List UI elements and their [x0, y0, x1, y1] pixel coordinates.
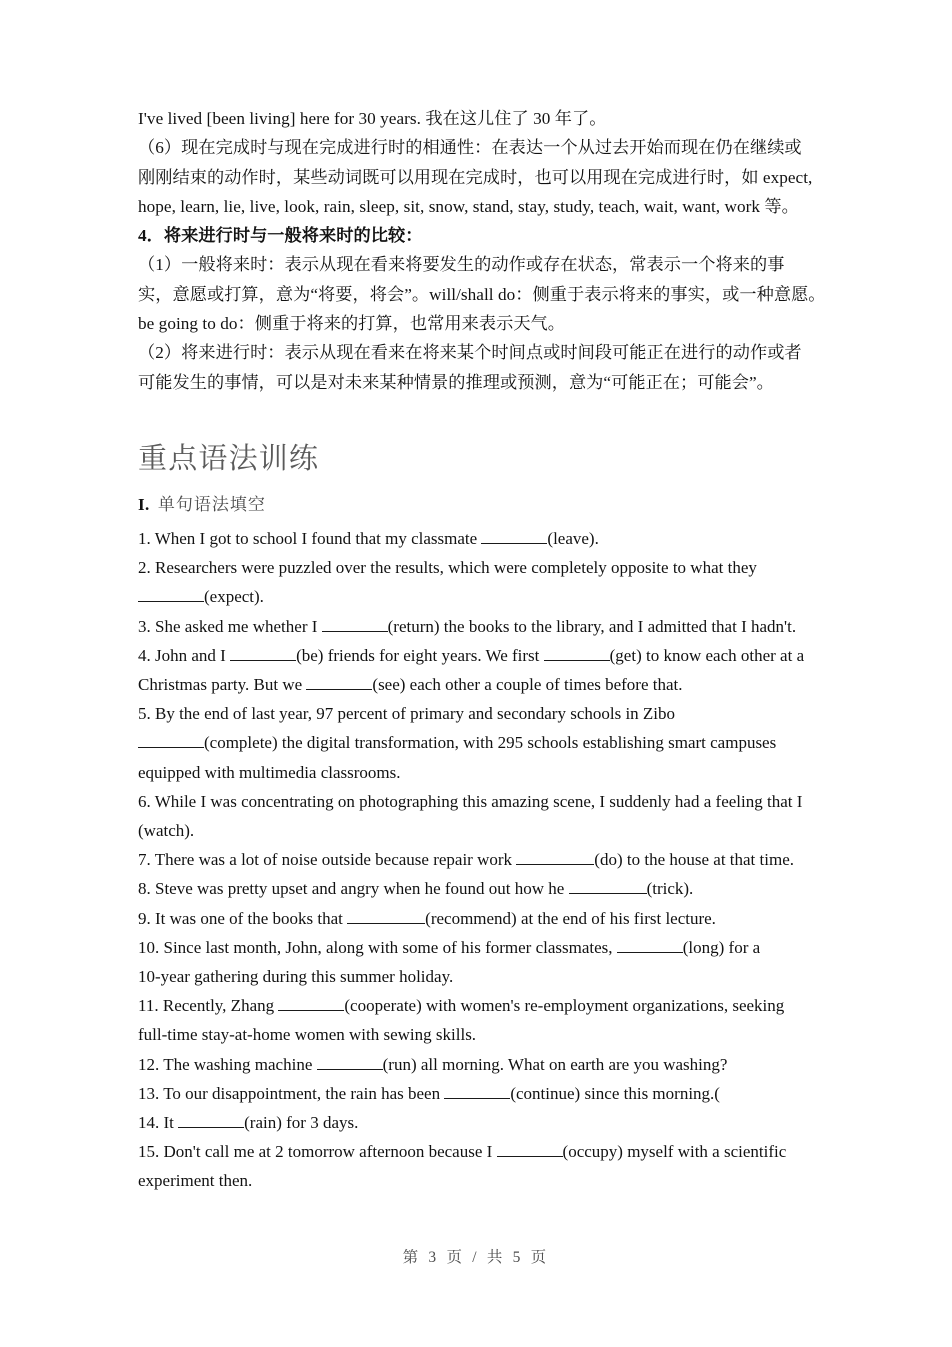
exercise-line: [138, 991, 818, 1020]
exercise-text: (be) friends for eight years. We first: [296, 645, 544, 665]
exercise-line: [138, 582, 818, 611]
exercise-text: 9. It was one of the books that: [138, 908, 348, 928]
answer-blank[interactable]: [138, 585, 204, 602]
exercise-item: [138, 1079, 818, 1108]
grammar-point-4-2: （2）将来进行时：表示从现在看来在将来某个时间点或时间段可能正在进行的动作或者可能发生的事情，可以是对未来某种情景的推理或预测，意为“可能正在；可能会”。: [138, 343, 802, 392]
exercise-text: 6. While I was concentrating on photographing this amazing scene, I suddenly had a feeling that I: [138, 791, 803, 811]
answer-blank[interactable]: [278, 994, 344, 1011]
exercise-text: equipped with multimedia classrooms.: [138, 762, 401, 782]
exercise-text: Christmas party. But we: [138, 674, 307, 694]
exercise-text: (recommend) at the end of his first lecture.: [425, 908, 716, 928]
exercise-item: [138, 1108, 818, 1137]
answer-blank[interactable]: [322, 614, 388, 631]
exercise-text: 4. John and I: [138, 645, 231, 665]
exercise-text: (expect).: [204, 587, 264, 607]
exercise-text: 1. When I got to school I found that my classmate: [138, 528, 482, 548]
exercise-text: (complete) the digital transformation, with 295 schools establishing smart campuses: [204, 733, 777, 753]
exercise-text: full-time stay-at-home women with sewing skills.: [138, 1025, 477, 1045]
exercise-text: 2. Researchers were puzzled over the results, which were completely opposite to what they: [138, 558, 757, 578]
exercise-line: [138, 553, 818, 582]
exercise-line: [138, 845, 818, 874]
exercise-line: [138, 787, 818, 816]
exercise-line: [138, 1108, 818, 1137]
exercise-line: [138, 699, 818, 728]
answer-blank[interactable]: [230, 644, 296, 661]
exercise-text: 7. There was a lot of noise outside because repair work: [138, 850, 517, 870]
exercise-text: 5. By the end of last year, 97 percent of primary and secondary schools in Zibo: [138, 704, 676, 724]
exercise-text: 10. Since last month, John, along with some of his former classmates,: [138, 937, 617, 957]
exercise-text: 8. Steve was pretty upset and angry when he found out how he: [138, 879, 569, 899]
exercise-item: [138, 787, 818, 845]
exercise-line: [138, 1079, 818, 1108]
answer-blank[interactable]: [481, 527, 547, 544]
exercise-item: [138, 699, 818, 787]
exercise-item: [138, 524, 818, 553]
exercise-text: (rain) for 3 days.: [244, 1113, 359, 1133]
exercise-line: [138, 1137, 818, 1166]
answer-blank[interactable]: [317, 1052, 383, 1069]
exercise-text: (run) all morning. What on earth are you washing?: [382, 1054, 728, 1074]
answer-blank[interactable]: [516, 848, 594, 865]
exercise-text: 15. Don't call me at 2 tomorrow afternoon because I: [138, 1142, 497, 1162]
answer-blank[interactable]: [569, 877, 647, 894]
exercise-line: [138, 1166, 818, 1195]
exercise-item: [138, 641, 818, 699]
exercise-text: (cooperate) with women's re-employment organizations, seeking: [344, 996, 785, 1016]
exercise-line: [138, 524, 818, 553]
exercise-item: [138, 991, 818, 1049]
exercise-line: [138, 816, 818, 845]
exercise-item: [138, 904, 818, 933]
exercise-item: [138, 1050, 818, 1079]
exercise-item: [138, 874, 818, 903]
exercise-text: (trick).: [646, 879, 694, 899]
subsection-number: I.: [138, 494, 150, 514]
exercise-line: [138, 904, 818, 933]
answer-blank[interactable]: [444, 1082, 510, 1099]
page-title: 重点语法训练: [138, 442, 320, 475]
exercise-line: [138, 933, 818, 962]
grammar-point-6: （6）现在完成时与现在完成进行时的相通性：在表达一个从过去开始而现在仍在继续或刚刚结束的动作时，某些动词既可以用现在完成时，也可以用现在完成进行时，如 expect, hope, learn, lie, live, look, rain, sleep, sit, snow, stand, stay, study, teach, wait, want, work 等。: [138, 138, 813, 216]
exercise-line: [138, 962, 818, 991]
exercise-list: [138, 524, 818, 1196]
answer-blank[interactable]: [497, 1140, 563, 1157]
subsection-label: 单句语法填空: [157, 494, 266, 514]
exercise-line: [138, 728, 818, 757]
exercise-text: 10-year gathering during this summer holiday.: [138, 967, 454, 987]
exercise-text: experiment then.: [138, 1171, 253, 1191]
exercise-item: [138, 612, 818, 641]
exercise-item: [138, 845, 818, 874]
exercise-text: 14. It: [138, 1113, 179, 1133]
exercise-item: [138, 933, 818, 991]
subsection-header: [138, 491, 818, 518]
exercise-text: (long) for a: [682, 937, 761, 957]
exercise-line: [138, 874, 818, 903]
exercise-text: 3. She asked me whether I: [138, 616, 322, 636]
exercise-text: (leave).: [547, 528, 599, 548]
exercise-text: (get) to know each other at a: [609, 645, 805, 665]
answer-blank[interactable]: [138, 731, 204, 748]
grammar-example-line: I've lived [been living] here for 30 years. 我在这儿住了 30 年了。: [138, 109, 607, 128]
exercise-item: [138, 1137, 818, 1195]
exercise-text: 12. The washing machine: [138, 1054, 317, 1074]
answer-blank[interactable]: [544, 644, 610, 661]
answer-blank[interactable]: [617, 936, 683, 953]
exercise-text: 11. Recently, Zhang: [138, 996, 279, 1016]
exercise-line: [138, 641, 818, 670]
grammar-point-4-1: （1）一般将来时：表示从现在看来将要发生的动作或存在状态，常表示一个将来的事实，意愿或打算，意为“将要，将会”。will/shall do：侧重于表示将来的事实，或一种意愿。 be going to do：侧重于将来的打算，也常用来表示天气。: [138, 255, 835, 334]
exercise-text: (continue) since this morning.(: [510, 1083, 720, 1103]
exercise-line: [138, 758, 818, 787]
answer-blank[interactable]: [347, 906, 425, 923]
answer-blank[interactable]: [306, 673, 372, 690]
grammar-point-4-heading: 4．将来进行时与一般将来时的比较：: [138, 226, 423, 246]
exercise-item: [138, 553, 818, 611]
exercise-line: [138, 1020, 818, 1049]
exercise-text: (occupy) myself with a scientific: [562, 1142, 787, 1162]
answer-blank[interactable]: [178, 1111, 244, 1128]
exercise-line: [138, 612, 818, 641]
exercise-text: (return) the books to the library, and I admitted that I hadn't.: [387, 616, 797, 636]
exercise-line: [138, 1050, 818, 1079]
page-content: [138, 104, 835, 1196]
exercise-text: 13. To our disappointment, the rain has been: [138, 1083, 445, 1103]
exercise-text: (watch).: [138, 821, 195, 840]
page-footer: 第 3 页 / 共 5 页: [402, 1249, 550, 1266]
exercise-line: [138, 670, 818, 699]
exercise-text: (see) each other a couple of times before that.: [372, 674, 683, 694]
exercise-text: (do) to the house at that time.: [594, 850, 794, 870]
